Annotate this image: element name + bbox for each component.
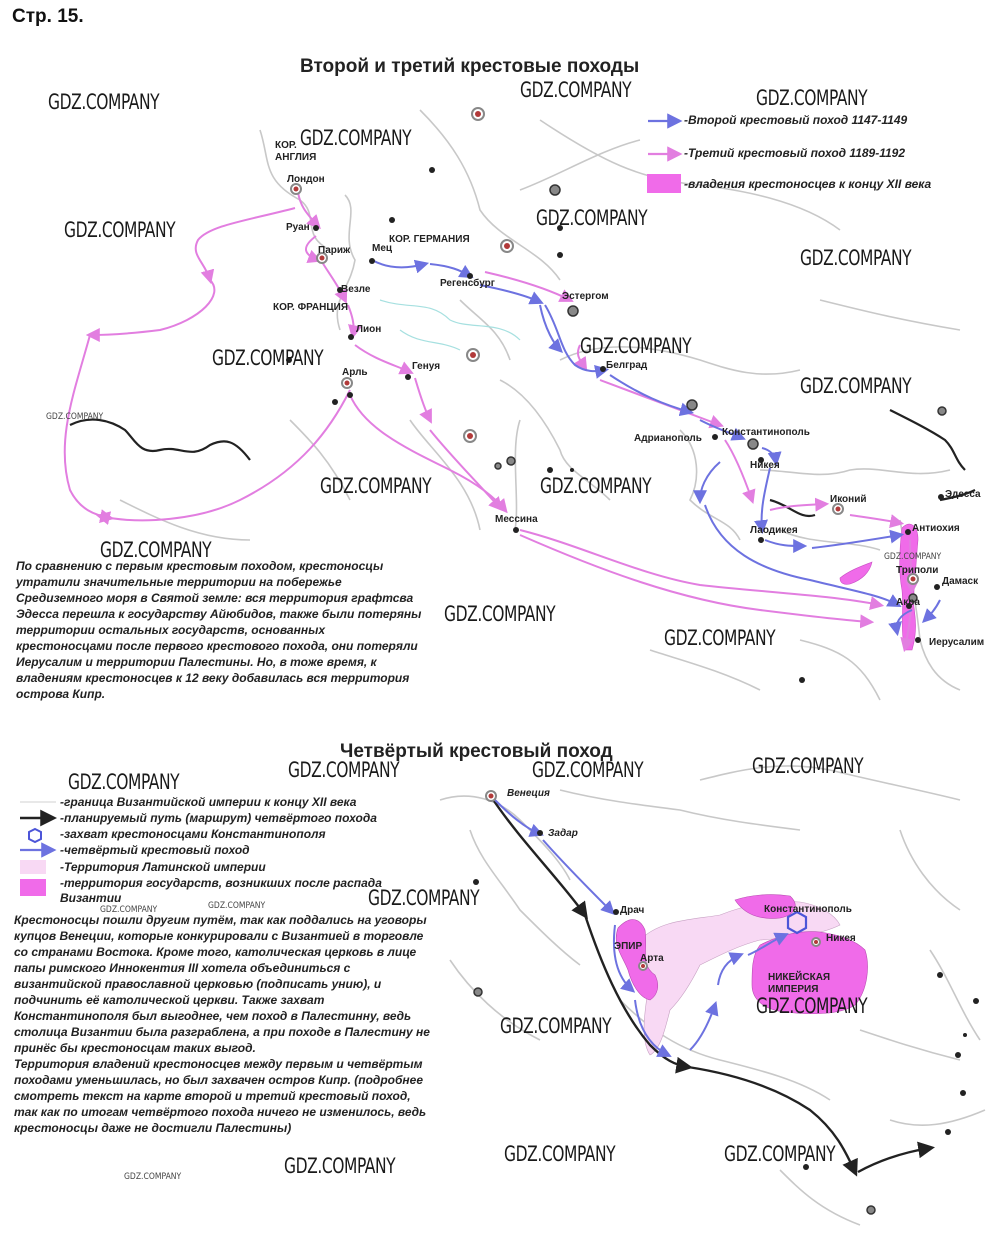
watermark: GDZ.COMPANY [800, 246, 912, 270]
city-paris: Париж [318, 245, 351, 256]
page-label: Стр. 15. [12, 6, 84, 27]
legend-second-crusade: -Второй крестовый поход 1147-1149 [684, 113, 908, 127]
watermark: GDZ.COMPANY [300, 126, 412, 150]
region-germany: КОР. ГЕРМАНИЯ [389, 234, 470, 245]
city-lyon: Лион [356, 324, 382, 335]
legend-constantinople-capture: -захват крестоносцами Константинополя [60, 827, 326, 841]
watermark: GDZ.COMPANY [444, 602, 556, 626]
region-nicaean-empire-line1: НИКЕЙСКАЯ [768, 972, 831, 983]
watermark-small: GDZ.COMPANY [124, 1172, 182, 1182]
watermark: GDZ.COMPANY [288, 758, 400, 782]
city-arles: Арль [342, 367, 368, 378]
watermark: GDZ.COMPANY [532, 758, 644, 782]
city-zadar: Задар [548, 828, 578, 839]
watermark: GDZ.COMPANY [284, 1154, 396, 1178]
map2-description-p1: Крестоносцы пошли другим путём, так как поддались на уговоры купцов Венеции, которые конкурировали с Византией в торговле со странами Востока. Кроме того, католическая церковь в лице папы римского Иннокентия III хотела объединиться с византийской православной церковью (подписать унию), и подчинить её католической церкви. Также захват Константинополя был выгоднее, чем поход в Палестинну, ведь столица Византии была разграблена, а при походе в Палестину не принёс бы крестоносцам таких выгод. [14, 913, 430, 1055]
city-london: Лондон [287, 174, 325, 185]
city-arta: Арта [640, 953, 664, 964]
map2-title: Четвёртый крестовый поход [340, 741, 613, 762]
legend-fourth-crusade: -четвёртый крестовый поход [60, 843, 250, 857]
map1-rivers [380, 300, 520, 350]
region-england-line2: АНГЛИЯ [275, 152, 317, 163]
city-rouen: Руан [286, 222, 310, 233]
map1-description: По сравнению с первым крестовым походом, крестоносцы утратили значительные территории на побережье Средиземного моря в Святой земле: вся территория графтсва Эдесса перешла к государству Айюбидов, также были потеряны территории остальных государств, основанных крестоносцами после первого крестового похода, они потеряли Иерусалим и территории Палестины. Но, в тоже время, к владениям крестоносцев к 12 веку добавилась вся территория острова Кипр. [16, 559, 422, 701]
city-acre: Акра [896, 597, 920, 608]
city-edessa: Эдесса [945, 489, 981, 500]
watermark: GDZ.COMPANY [68, 770, 180, 794]
city-iconium: Иконий [830, 494, 867, 505]
watermark: GDZ.COMPANY [504, 1142, 616, 1166]
city-tripoli: Триполи [896, 565, 939, 576]
watermark-small: GDZ.COMPANY [884, 552, 942, 562]
city-adrianople: Адрианополь [634, 433, 702, 444]
region-france: КОР. ФРАНЦИЯ [273, 302, 349, 313]
watermark: GDZ.COMPANY [64, 218, 176, 242]
watermark: GDZ.COMPANY [536, 206, 648, 230]
city-constantinople-2: Константинополь [764, 904, 852, 915]
watermark: GDZ.COMPANY [100, 538, 212, 562]
city-metz: Мец [372, 243, 393, 254]
city-nicaea-2: Никея [826, 933, 856, 944]
city-nicaea: Никея [750, 460, 780, 471]
city-venice: Венеция [507, 788, 550, 799]
city-vezelay: Везле [341, 284, 371, 295]
watermark-small: GDZ.COMPANY [208, 901, 266, 911]
map1-title: Второй и третий крестовые походы [300, 56, 640, 77]
legend-crusader-holdings: -владения крестоносцев к концу XII века [684, 177, 932, 191]
city-regensburg: Регенсбург [440, 278, 495, 289]
watermark: GDZ.COMPANY [752, 754, 864, 778]
watermark: GDZ.COMPANY [664, 626, 776, 650]
region-nicaean-empire-line2: ИМПЕРИЯ [768, 984, 819, 995]
region-england-line1: КОР. [275, 140, 297, 151]
watermark: GDZ.COMPANY [320, 474, 432, 498]
legend-third-crusade: -Третий крестовый поход 1189-1192 [684, 146, 906, 160]
map2-description-p2: Территория владений крестоносцев между первым и четвёртым походами уменьшилась, но был захвачен остров Кипр. (подробнее смотреть текст на карте второй и третий крестовый поход, так как по итогам четвёртого похода ничего не изменилось, ведь крестоносцы даже не достигли Палестины) [14, 1057, 427, 1135]
watermark: GDZ.COMPANY [580, 334, 692, 358]
city-jerusalem: Иерусалим [929, 637, 985, 648]
region-epirus: ЭПИР [614, 941, 643, 952]
city-constantinople: Константинополь [722, 427, 810, 438]
city-damascus: Дамаск [942, 576, 979, 587]
city-esztergom: Эстергом [562, 291, 609, 302]
city-messina: Мессина [495, 514, 538, 525]
watermark: GDZ.COMPANY [800, 374, 912, 398]
legend-latin-empire: -Территория Латинской империи [60, 860, 266, 874]
watermark-small: GDZ.COMPANY [100, 905, 158, 915]
watermark: GDZ.COMPANY [212, 346, 324, 370]
watermark: GDZ.COMPANY [520, 78, 632, 102]
watermark: GDZ.COMPANY [540, 474, 652, 498]
legend-planned-route: -планируемый путь (маршрут) четвёртого похода [60, 811, 377, 825]
city-durres: Драч [620, 905, 645, 916]
legend-successor-states: -территория государств, возникших после распада [60, 876, 382, 890]
legend-byzantine-border: -граница Византийской империи к концу XII века [60, 795, 357, 809]
city-antioch: Антиохия [912, 523, 960, 534]
city-belgrade: Белград [606, 360, 648, 371]
watermark-small: GDZ.COMPANY [46, 412, 104, 422]
watermark: GDZ.COMPANY [500, 1014, 612, 1038]
watermark: GDZ.COMPANY [724, 1142, 836, 1166]
city-genoa: Генуя [412, 361, 441, 372]
map2-description [14, 912, 434, 1136]
map1-legend-swatches [647, 121, 681, 193]
watermark: GDZ.COMPANY [756, 994, 868, 1018]
watermark: GDZ.COMPANY [48, 90, 160, 114]
legend-successor-states-cont: Византии [60, 891, 122, 905]
watermark: GDZ.COMPANY [368, 886, 480, 910]
city-laodicea: Лаодикея [750, 525, 798, 536]
watermark: GDZ.COMPANY [756, 86, 868, 110]
map2-legend-swatches [20, 802, 56, 896]
